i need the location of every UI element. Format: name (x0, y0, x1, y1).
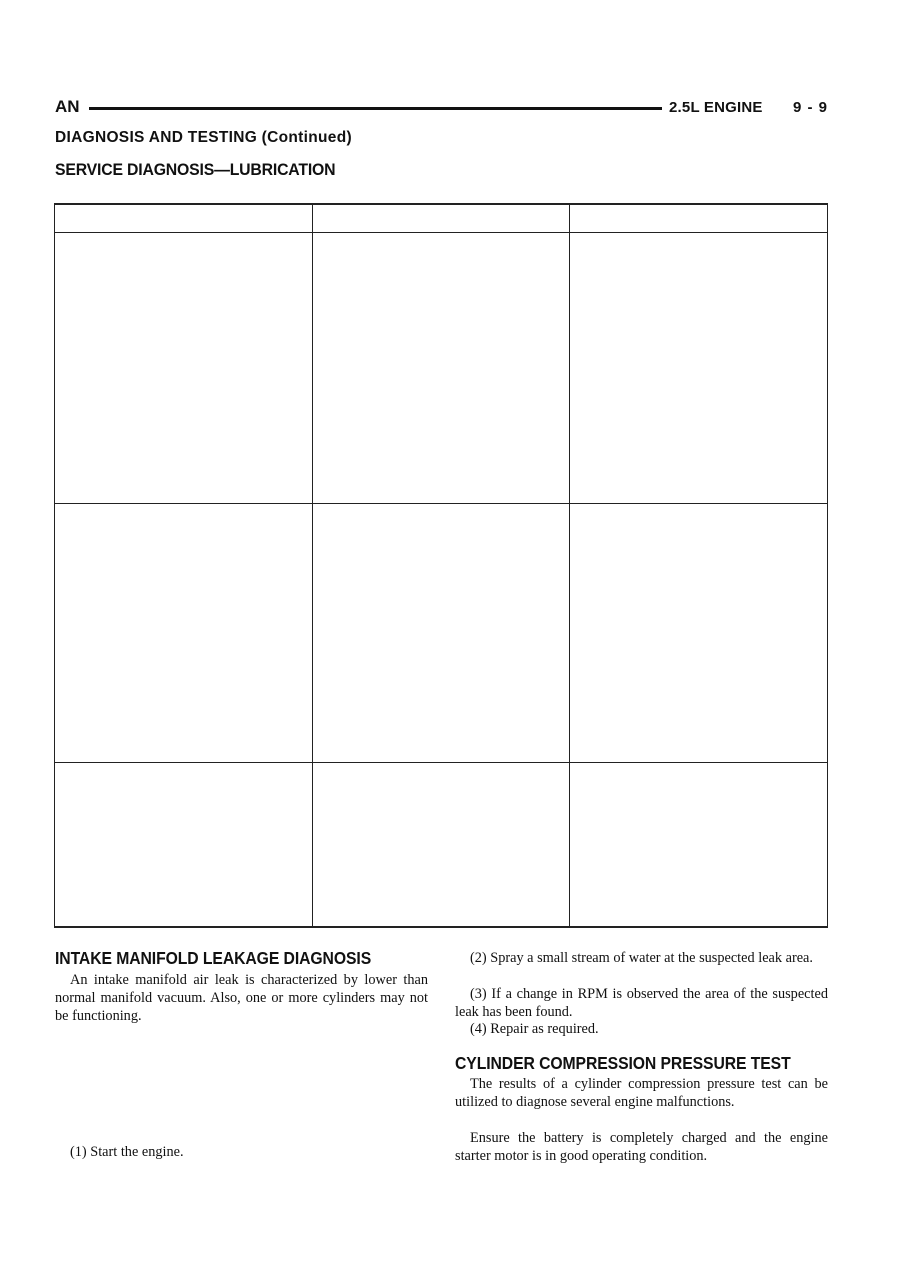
intake-leakage-text: An intake manifold air leak is characterized by lower than normal manifold vacuum. Also, one or more cylinders may not be functioning. (55, 972, 428, 1024)
header-chapter-title: 2.5L ENGINE (669, 99, 763, 116)
table-row (55, 233, 828, 504)
intake-step-3-text: (3) If a change in RPM is observed the area of the suspected leak has been found. (455, 986, 828, 1020)
intake-leakage-heading: INTAKE MANIFOLD LEAKAGE DIAGNOSIS (55, 948, 372, 968)
intake-step-4-text: (4) Repair as required. (470, 1021, 599, 1037)
table-row (55, 504, 828, 763)
table-cell (55, 504, 313, 763)
compression-paragraph-1 (455, 1075, 828, 1111)
intake-step-3 (455, 985, 828, 1021)
header-rule (89, 107, 662, 110)
table-title: SERVICE DIAGNOSIS—LUBRICATION (55, 160, 336, 179)
table-cell (55, 233, 313, 504)
table-row (55, 763, 828, 928)
intake-step-2-text: (2) Spray a small stream of water at the suspected leak area. (470, 950, 813, 966)
table-header-cell (55, 204, 313, 233)
header-section-code: AN (55, 97, 80, 116)
table-header-cell (312, 204, 570, 233)
table-cell (312, 763, 570, 928)
intake-step-4 (455, 1020, 828, 1038)
section-heading: DIAGNOSIS AND TESTING (Continued) (55, 129, 352, 146)
service-diagnosis-table (54, 203, 828, 928)
intake-step-1 (55, 1143, 428, 1161)
table-header-cell (570, 204, 828, 233)
table-cell (312, 504, 570, 763)
table-cell (570, 233, 828, 504)
compression-paragraph-1-text: The results of a cylinder compression pressure test can be utilized to diagnose several engine malfunctions. (455, 1076, 828, 1110)
intake-step-2 (455, 949, 828, 967)
compression-paragraph-2-text: Ensure the battery is completely charged and the engine starter motor is in good operating condition. (455, 1130, 828, 1164)
page-number: 9 - 9 (792, 99, 828, 116)
table-cell (55, 763, 313, 928)
table-cell (570, 504, 828, 763)
intake-leakage-paragraph (55, 971, 428, 1025)
table-cell (312, 233, 570, 504)
compression-paragraph-2 (455, 1129, 828, 1165)
table-cell (570, 763, 828, 928)
compression-test-heading: CYLINDER COMPRESSION PRESSURE TEST (455, 1053, 791, 1073)
intake-step-1-text: (1) Start the engine. (70, 1144, 184, 1160)
table-header-row (55, 204, 828, 233)
